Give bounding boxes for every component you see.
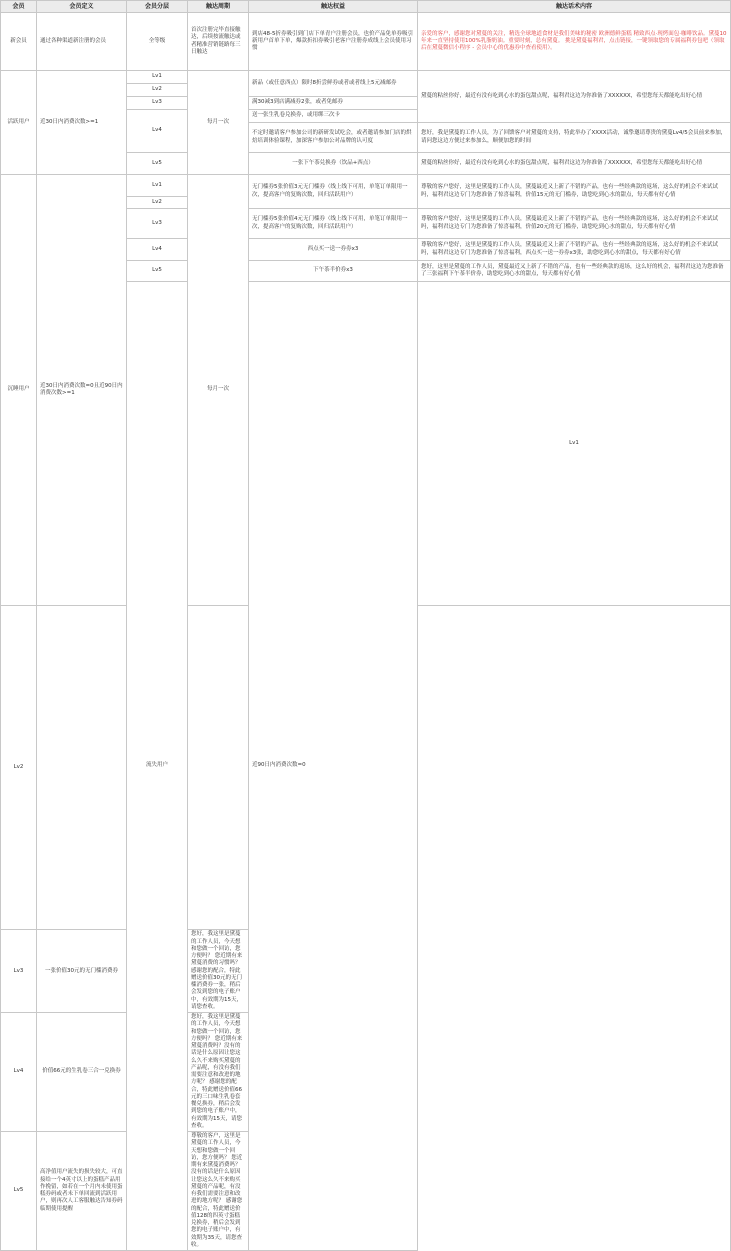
touch-benefit: 到店48-5折券吸引到门店下单青户注册会员，也价产品免单券吸引新用户首单下单，爆款折扣券吸引老客户注册券成线上会员使用习惯 [249,13,418,71]
touch-script: 您好，我这里是黛蔓的工作人员，今天想和您做一个回访，您方便吗？ 您近期有来黛蔓消费的习惯吗？ 感谢您的配合，特此赠送价值30元的无门槛消费券一张，稍后会发到您的电子账户中，有效期为15天，请您查收。 [188,930,249,1013]
member-definition: 近30日内消费次数>=1 [37,71,127,175]
member-name: 新会员 [1,13,37,71]
member-definition: 通过各种渠道新注册的会员 [37,13,127,71]
member-tier: Lv3 [127,209,188,239]
member-name: 沉睡用户 [1,175,37,606]
member-tier: 全等级 [127,13,188,71]
touch-benefit: 高净值用户流失的损失较大，可直接给一个4英寸以上的蛋糕产品用作挽留，如若在一个月内未使用蛋糕券码或者未下单回流到活跃用户，则再次人工客服触达告知券码临期使用提醒 [37,1132,127,1251]
touch-script: 您好，这里是黛蔓的工作人员，黛蔓最近又上新了不错的产品，也有一些经典款的返场，这么好的机会，福利君这边为您准备了三张福利下午茶半价券，助您吃到心水的甜点，每天都有好心情 [418,261,731,282]
touch-benefit: 满30减3到店满减券2张，或者免邮券 [249,97,418,110]
touch-benefit: 新品（或任意西点）限时8折尝鲜券或者或者线上5元减邮券 [249,71,418,97]
touch-benefit: 西点买一送一券券x3 [249,239,418,261]
member-tier: Lv2 [1,606,37,930]
member-definition: 近30日内消费次数=0且近90日内消费次数>=1 [37,175,127,606]
member-tier: Lv2 [127,197,188,209]
touch-script: 黛蔓的粘丝你好，最近有没有吃到心水的蛋包甜点呢，福利君这边为你准备了XXXXXX，希望您每天都能吃出好心情 [418,153,731,175]
header-member: 会员 [1,1,37,13]
table-row [1,71,731,84]
header-benefit: 触达权益 [249,1,418,13]
touch-benefit: 无门槛券5张价值4元无门槛券（线上线下可用，单笔订单限用一次，提高客户的复购次数，回归活跃用户） [249,209,418,239]
member-definition: 近90日内消费次数=0 [249,282,418,1251]
member-tier: Lv1 [127,71,188,84]
member-tier: Lv3 [127,97,188,110]
touch-benefit: 无门槛券5张价值3元无门槛券（线上线下可用，单笔订单限用一次，提高客户的复购次数，回归活跃用户） [249,175,418,209]
member-tier: Lv4 [127,239,188,261]
touch-script: 您好，我是黛蔓的工作人员，为了回馈客户对黛蔓的支持，特此举办了XXXX活动，诚挚邀请尊贵的黛蔓Lv4/5会员前来参加，请问您这边方便过来参加么，顺便加您的时间 [418,123,731,153]
touch-benefit: 不定时邀请客户参加公司的新研发试吃会，或者邀请参加门店的烘焙培训体验课程，加深客户参加公对品牌的认可度 [249,123,418,153]
member-name: 活跃用户 [1,71,37,175]
member-name: 流失用户 [127,282,188,1251]
table-row [1,13,731,71]
touch-benefit: 下午茶半价券x3 [249,261,418,282]
header-tier: 会员分层 [127,1,188,13]
member-tier: Lv1 [418,282,731,606]
member-tier: Lv3 [1,930,37,1013]
member-tier: Lv5 [127,261,188,282]
touch-script: 尊敬的客户您好，这里是黛蔓的工作人员，黛蔓最近又上新了不错的产品，也有一些经典款的返场，这么好的机会不来试试吗，福利君这边专门为您准备了惊喜福利，西点买一送一券券x3张，助您吃到心水的甜点，每天都有好心情 [418,239,731,261]
touch-script: 您好，我这里是黛蔓的工作人员，今天想和您做一个回访，您方便吗？ 您近期有来黛蔓消费吗？没有的话是什么原因让您这么久不来购买黛蔓的产品呢，有没有我们需要注意和改进的地方呢？ 感谢您的配合，特此赠送价值66元的三口味生乳卷套餐兑换券，稍后会发到您的电子账户中，有效期为15天，请您查收。 [188,1013,249,1132]
touch-benefit: 送一张生乳卷兑换券，或用绑三次卡 [249,110,418,123]
header-row [1,1,731,13]
touch-cycle: 每月一次 [188,71,249,175]
member-tier: Lv5 [1,1132,37,1251]
member-tier: Lv4 [1,1013,37,1132]
touch-script: 尊敬的客户，这里是黛蔓的工作人员，今天想和您做一个回访，您方便吗？ 您近期有来黛蔓消费吗？没有的话是什么原因让您这么久不来购买黛蔓的产品呢，有没有我们需要注意和改进的地方呢？ 感谢您的配合，特此赠送价值128的四英寸蛋糕兑换券，稍后会发到您的电子账户中，有效期为35天，请您查收。 [188,1132,249,1251]
touch-script: 亲爱的客户，感谢您对黛蔓的关注，精选全球地道食材是我们美味的秘密 欧洲德鲜蛋糕 精致西点·现烤面包·咖啡饮品。黛蔓10年来一直坚持使用100%乳脂奶油。重要时刻，总有黛蔓。 挑是黛蔓福利君，点击链接，一键领取您的专属福利券包吧（领取后在黛蔓微信小程序 - 会员中心的优惠券中查看使用）。 [418,13,731,71]
touch-cycle: 首次注册完毕直接触达，后续按流触达或者精准营销链路每三日触达 [188,13,249,71]
touch-benefit: 一张下午茶兑换券（饮品+西点） [249,153,418,175]
touch-script: 黛蔓的粘丝你好，最近有没有吃到心水的蛋包甜点呢，福利君这边为你准备了XXXXXX，希望您每天都能吃出好心情 [418,71,731,123]
member-tier: Lv1 [127,175,188,197]
member-tier: Lv5 [127,153,188,175]
touch-script: 尊敬的客户您好，这里是黛蔓的工作人员，黛蔓最近又上新了不错的产品，也有一些经典款的返场，这么好的机会不来试试吗，福利君这边专门为您准备了惊喜福利，价值20元的无门槛券，助您吃到心水的甜点，每天都有好心情 [418,209,731,239]
header-cycle: 触达周期 [188,1,249,13]
member-tier: Lv4 [127,110,188,153]
header-script: 触达话术内容 [418,1,731,13]
member-tier: Lv2 [127,84,188,97]
touch-cycle: 每月一次 [188,175,249,606]
touch-script: 尊敬的客户您好，这里是黛蔓的工作人员，黛蔓最近又上新了不错的产品，也有一些经典款的返场，这么好的机会不来试试吗，福利君这边专门为您准备了惊喜福利，价值15元的无门槛券，助您吃到心水的甜点，每天都有好心情 [418,175,731,209]
touch-benefit: 价值66元的生乳卷三合一兑换券 [37,1013,127,1132]
header-definition: 会员定义 [37,1,127,13]
touch-benefit: 一张价值30元的无门槛消费券 [37,930,127,1013]
table-row [1,175,731,197]
